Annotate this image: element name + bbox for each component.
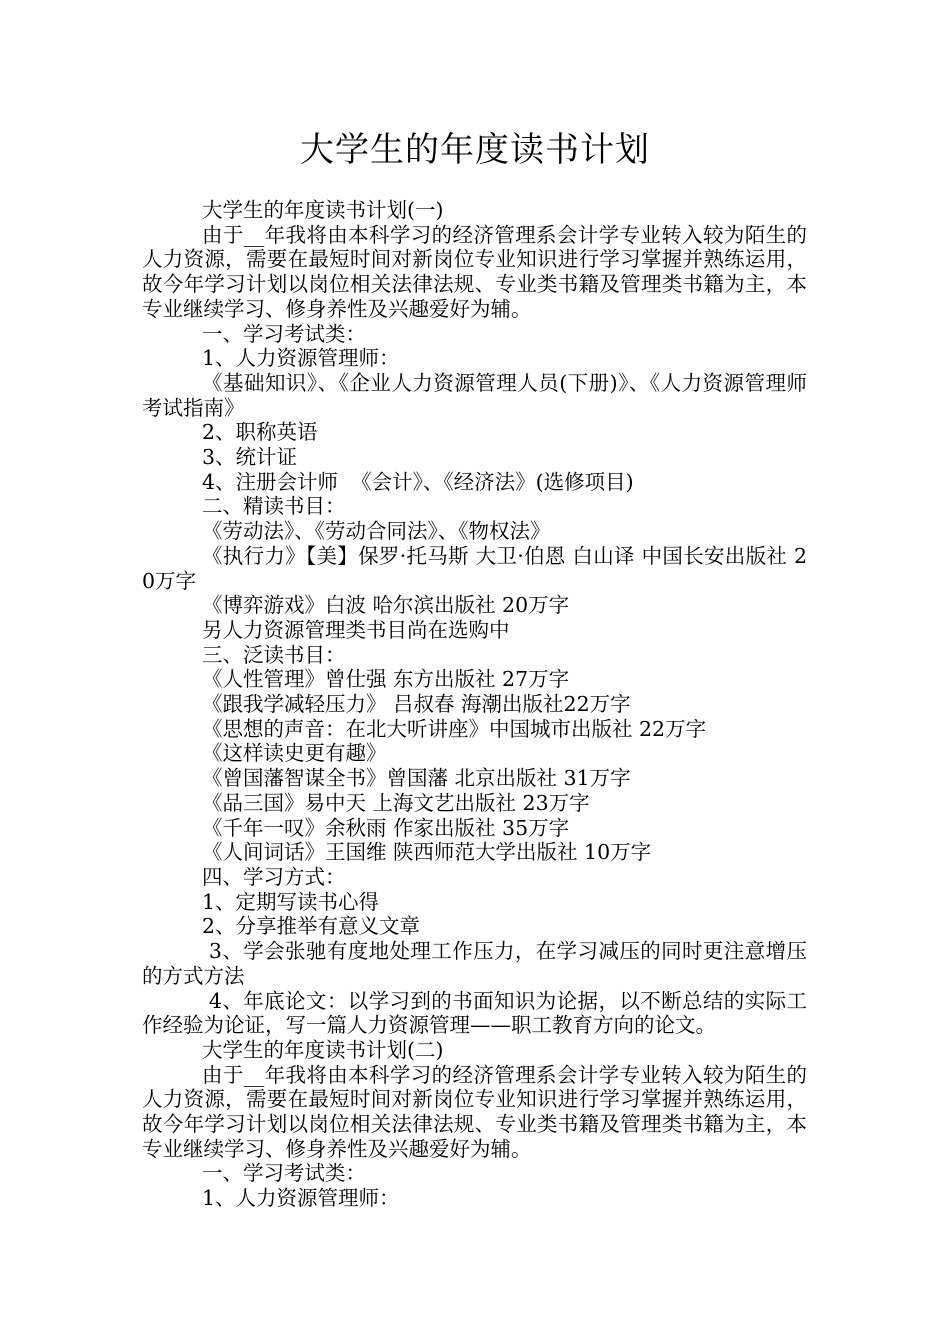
paragraph: 一、学习考试类： xyxy=(202,321,366,346)
paragraph: 2、分享推举有意义文章 xyxy=(202,914,421,939)
paragraph: 《执行力》【美】保罗·托马斯 大卫·伯恩 白山译 中国长安出版社 20万字 xyxy=(142,543,807,593)
paragraph: 《劳动法》、《劳动合同法》、《物权法》 xyxy=(202,519,551,544)
paragraph: 《品三国》易中天 上海文艺出版社 23万字 xyxy=(202,790,590,815)
paragraph: 四、学习方式： xyxy=(202,864,346,889)
paragraph: 《人性管理》曾仕强 东方出版社 27万字 xyxy=(202,667,570,692)
paragraph: 1、人力资源管理师： xyxy=(202,1186,400,1211)
paragraph: 4、年底论文：以学习到的书面知识为论据，以不断总结的实际工作经验为论证，写一篇人力资源管理——职工教育方向的论文。 xyxy=(142,988,807,1038)
paragraph: 《曾国藩智谋全书》曾国藩 北京出版社 31万字 xyxy=(202,766,631,791)
paragraph: 《跟我学减轻压力》 吕叔春 海潮出版社22万字 xyxy=(202,692,631,717)
paragraph: 《人间词话》王国维 陕西师范大学出版社 10万字 xyxy=(202,840,652,865)
document-title: 大学生的年度读书计划 xyxy=(300,130,650,170)
paragraph: 3、学会张驰有度地处理工作压力，在学习减压的同时更注意增压的方式方法 xyxy=(142,939,807,988)
paragraph: 1、人力资源管理师： xyxy=(202,346,400,371)
paragraph: 4、注册会计师 《会计》、《经济法》(选修项目) xyxy=(202,469,634,494)
paragraph: 3、统计证 xyxy=(202,445,298,470)
paragraph: 大学生的年度读书计划(一) xyxy=(202,198,444,222)
paragraph: 2、职称英语 xyxy=(202,420,318,445)
paragraph: 《思想的声音：在北大听讲座》中国城市出版社 22万字 xyxy=(202,716,707,741)
document-body xyxy=(142,198,807,1211)
paragraph: 一、学习考试类： xyxy=(202,1161,366,1186)
paragraph: 《千年一叹》余秋雨 作家出版社 35万字 xyxy=(202,815,570,840)
paragraph: 《这样读史更有趣》 xyxy=(202,741,387,766)
paragraph: 另人力资源管理类书目尚在选购中 xyxy=(202,617,510,642)
paragraph: 《基础知识》、《企业人力资源管理人员(下册)》、《人力资源管理师考试指南》 xyxy=(142,370,807,420)
paragraph: 由于__年我将由本科学习的经济管理系会计学专业转入较为陌生的人力资源，需要在最短时间对新岗位专业知识进行学习掌握并熟练运用，故今年学习计划以岗位相关法律法规、专业类书籍及管理类书籍为主，本专业继续学习、修身养性及兴趣爱好为辅。 xyxy=(142,222,807,321)
paragraph: 大学生的年度读书计划(二) xyxy=(202,1037,444,1062)
paragraph: 由于__年我将由本科学习的经济管理系会计学专业转入较为陌生的人力资源，需要在最短时间对新岗位专业知识进行学习掌握并熟练运用，故今年学习计划以岗位相关法律法规、专业类书籍及管理类书籍为主，本专业继续学习、修身养性及兴趣爱好为辅。 xyxy=(142,1062,807,1161)
paragraph: 三、泛读书目： xyxy=(202,642,346,667)
paragraph: 二、精读书目： xyxy=(202,494,346,519)
paragraph: 《博弈游戏》白波 哈尔滨出版社 20万字 xyxy=(202,593,570,618)
paragraph: 1、定期写读书心得 xyxy=(202,889,380,914)
